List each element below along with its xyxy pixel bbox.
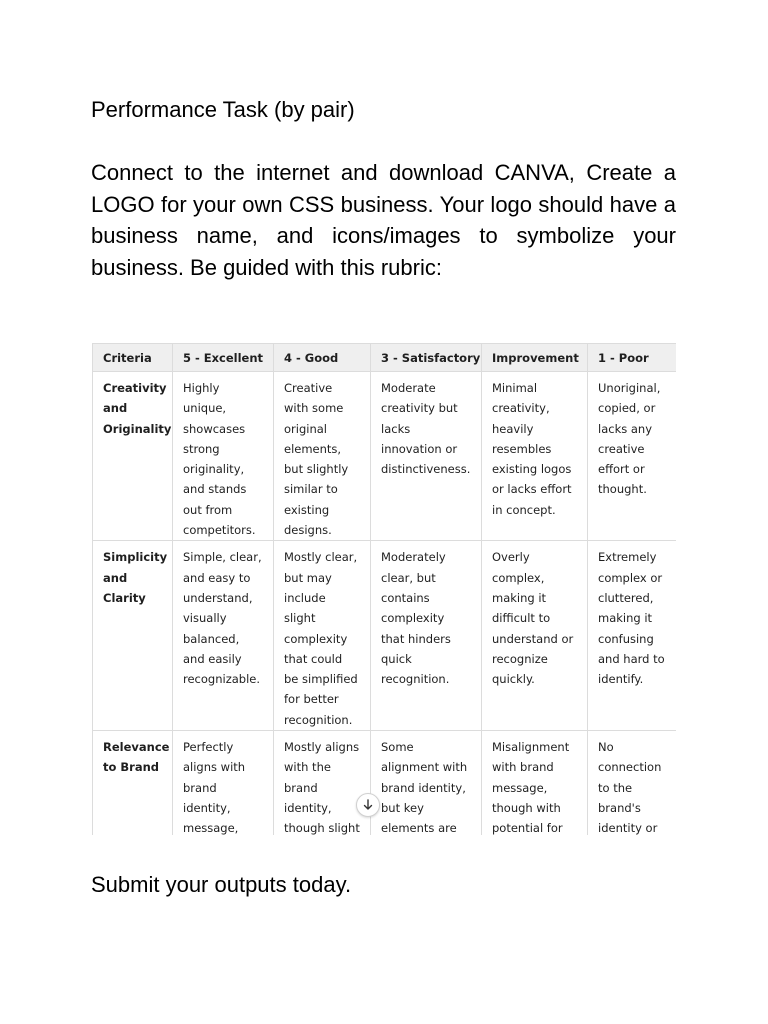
- rubric-table-image: [92, 343, 676, 835]
- table-cell: Misalignment with brand message, though with potential for: [482, 731, 588, 835]
- table-cell: Highly unique, showcases strong originality, and stands out from competitors.: [173, 372, 274, 541]
- table-row: [93, 731, 677, 835]
- table-cell: No connection to the brand's identity or: [588, 731, 677, 835]
- submit-note: Submit your outputs today.: [91, 872, 352, 897]
- table-cell: Unoriginal, copied, or lacks any creative effort or thought.: [588, 372, 677, 541]
- table-cell: Extremely complex or cluttered, making it confusing and hard to identify.: [588, 541, 677, 731]
- header-improvement: Improvement: [482, 344, 588, 372]
- header-criteria: Criteria: [93, 344, 173, 372]
- arrow-down-icon: [362, 799, 374, 811]
- header-poor: 1 - Poor: [588, 344, 677, 372]
- table-cell: Simple, clear, and easy to understand, visually balanced, and easily recognizable.: [173, 541, 274, 731]
- rubric-table: [92, 343, 676, 835]
- scroll-down-button: [356, 793, 380, 817]
- header-excellent: 5 - Excellent: [173, 344, 274, 372]
- criteria-cell: Relevance to Brand: [93, 731, 173, 835]
- table-cell: Some alignment with brand identity, but key elements are: [371, 731, 482, 835]
- header-good: 4 - Good: [274, 344, 371, 372]
- rubric-header-row: [93, 344, 677, 372]
- table-cell: Mostly aligns with the brand identity, though slight: [274, 731, 371, 835]
- table-row: [93, 541, 677, 731]
- table-cell: Moderately clear, but contains complexity that hinders quick recognition.: [371, 541, 482, 731]
- table-cell: Overly complex, making it difficult to understand or recognize quickly.: [482, 541, 588, 731]
- criteria-cell: Creativity and Originality: [93, 372, 173, 541]
- table-cell: Creative with some original elements, but slightly similar to existing designs.: [274, 372, 371, 541]
- table-cell: Moderate creativity but lacks innovation or distinctiveness.: [371, 372, 482, 541]
- task-heading: Performance Task (by pair): [91, 97, 355, 122]
- criteria-cell: Simplicity and Clarity: [93, 541, 173, 731]
- table-cell: Mostly clear, but may include slight complexity that could be simplified for better recognition.: [274, 541, 371, 731]
- table-cell: Minimal creativity, heavily resembles existing logos or lacks effort in concept.: [482, 372, 588, 541]
- table-cell: Perfectly aligns with brand identity, message,: [173, 731, 274, 835]
- task-instructions: Connect to the internet and download CANVA, Create a LOGO for your own CSS business. Your logo should have a business name, and icons/images to symbolize your business. Be guided with this rubric:: [91, 160, 676, 280]
- table-row: [93, 372, 677, 541]
- header-satisfactory: 3 - Satisfactory: [371, 344, 482, 372]
